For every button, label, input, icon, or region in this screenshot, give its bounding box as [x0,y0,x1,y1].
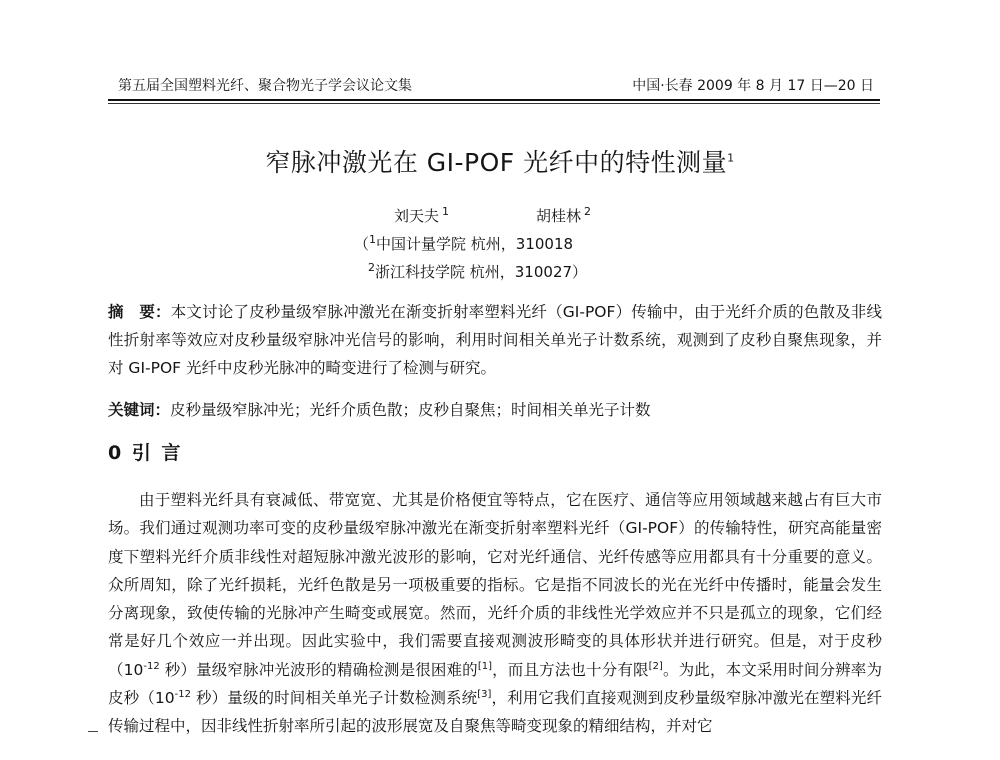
margin-mark [88,731,98,732]
author-2-name: 胡桂林 [536,207,582,225]
affiliation-2-mark: 2 [368,261,375,274]
abstract-text: 本文讨论了皮秒量级窄脉冲激光在渐变折射率塑料光纤（GI-POF）传输中，由于光纤介质的色散及非线性折射率等效应对皮秒量级窄脉冲光信号的影响，利用时间相关单光子计数系统，观测到了皮秒自聚焦现象，并对 GI-POF 光纤中皮秒光脉冲的畸变进行了检测与研究。 [108,303,882,377]
intro-paragraph [108,486,882,741]
exponent-2: -12 [174,688,191,700]
header-location-date: 中国·长春 2009 年 8 月 17 日—20 日 [632,78,874,94]
header-proceedings-title: 第五届全国塑料光纤、聚合物光子学会议论文集 [118,78,412,94]
header-rule-thin [108,103,880,104]
paper-title-text: 窄脉冲激光在 GI-POF 光纤中的特性测量 [265,148,728,177]
author-2 [536,206,591,226]
intro-text-1: 由于塑料光纤具有衰减低、带宽宽、尤其是价格便宜等特点，它在医疗、通信等应用领域越来越占有巨大市场。我们通过观测功率可变的皮秒量级窄脉冲激光在渐变折射率塑料光纤（GI-POF）的传输特性，研究高能量密度下塑料光纤介质非线性对超短脉冲激光波形的影响，它对光纤通信、光纤传感等应用都具有十分重要的意义。众所周知，除了光纤损耗，光纤色散是另一项极重要的指标。它是指不同波长的光在光纤中传播时，能量会发生分离现象，致使传输的光脉冲产生畸变或展宽。然而，光纤介质的非线性光学效应并不只是孤立的现象，它们经常是好几个效应一并出现。因此实验中，我们需要直接观测波形畸变的具体形状并进行研究。但是，对于皮秒（10 [108,491,882,679]
affiliation-1-prefix: （ [354,235,370,253]
abstract-label: 摘 要： [108,303,171,321]
author-2-mark: 2 [584,205,592,218]
affiliation-1-text: 中国计量学院 杭州，310018 [376,235,574,253]
intro-text-2: 秒）量级窄脉冲光波形的精确检测是很困难的 [159,660,478,679]
section-heading: 0 引 言 [108,442,183,464]
header-rule-thick [108,99,880,101]
citation-1[interactable]: [1] [477,660,492,672]
exponent-1: -12 [143,660,160,672]
citation-2[interactable]: [2] [648,660,663,672]
keywords-label: 关键词： [108,401,171,419]
title-footnote-mark: 1 [727,151,735,165]
affiliation-2 [368,262,587,282]
citation-3[interactable]: [3] [477,688,492,700]
author-1-name: 刘天夫 [394,207,440,225]
intro-text-3: ，而且方法也十分有限 [492,660,649,679]
abstract [108,298,882,382]
author-1-mark: 1 [442,205,450,218]
keywords-text: 皮秒量级窄脉冲光；光纤介质色散；皮秒自聚焦；时间相关单光子计数 [170,401,651,419]
keywords [108,396,882,424]
author-1 [394,206,449,226]
affiliation-2-text: 浙江科技学院 杭州，310027） [375,263,588,281]
paper-title [0,146,1000,180]
intro-text-6: ，利用它我们直接观测到皮秒量级窄脉冲激光在塑料光纤传输过程中，因非线性折射率所引起的波形展宽及自聚焦等畸变现象的精细结构，并对它 [108,689,882,736]
intro-text-4: 。为此，本文采用时间分辨率为皮秒（10 [108,660,882,708]
affiliation-1-mark: 1 [369,233,377,246]
intro-text-5: 秒）量级的时间相关单光子计数检测系统 [190,689,478,708]
affiliation-1 [354,234,573,254]
